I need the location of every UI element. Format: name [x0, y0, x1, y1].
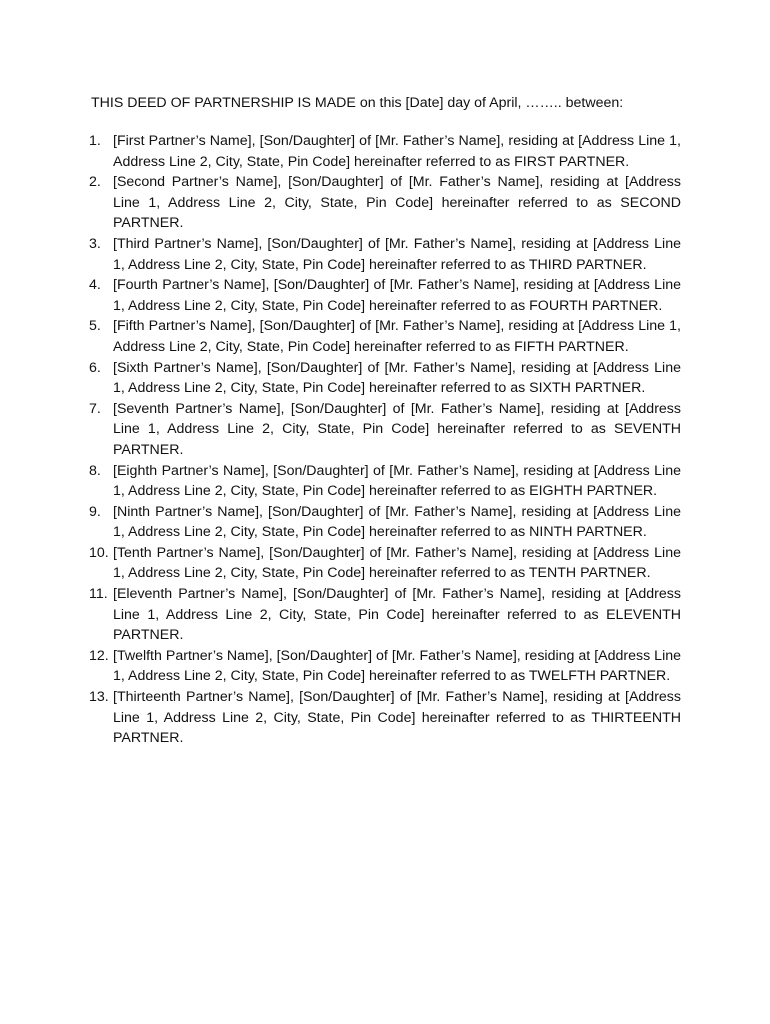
clause-text: [Second Partner’s Name], [Son/Daughter] of [Mr. Father’s Name], residing at [Address Line 1, Address Line 2, City, State, Pin Code] hereinafter referred to as SECOND PARTNER. [113, 174, 681, 232]
partner-clause-4 [89, 275, 681, 316]
clause-number: 4. [89, 277, 101, 294]
partner-clause-8 [89, 461, 681, 502]
partner-clause-2 [89, 172, 681, 234]
clause-text: [Tenth Partner’s Name], [Son/Daughter] of [Mr. Father’s Name], residing at [Address Line 1, Address Line 2, City, State, Pin Code] hereinafter referred to as TENTH PARTNER. [113, 544, 681, 582]
clause-text: [Eleventh Partner’s Name], [Son/Daughter] of [Mr. Father’s Name], residing at [Address Line 1, Address Line 2, City, State, Pin Code] hereinafter referred to as ELEVENTH PARTNER. [113, 586, 681, 644]
clause-text: [Fifth Partner’s Name], [Son/Daughter] of [Mr. Father’s Name], residing at [Address Line 1, Address Line 2, City, State, Pin Code] hereinafter referred to as FIFTH PARTNER. [113, 318, 681, 355]
partner-clause-13 [89, 687, 681, 749]
clause-text: [Thirteenth Partner’s Name], [Son/Daughter] of [Mr. Father’s Name], residing at [Address Line 1, Address Line 2, City, State, Pin Code] hereinafter referred to as THIRTEENTH PARTNER. [113, 689, 681, 747]
partner-clause-7 [89, 399, 681, 461]
clause-number: 1. [89, 133, 101, 149]
clause-number: 13. [89, 689, 109, 706]
clause-text: [Third Partner’s Name], [Son/Daughter] of [Mr. Father’s Name], residing at [Address Line 1, Address Line 2, City, State, Pin Code] hereinafter referred to as THIRD PARTNER. [113, 235, 681, 273]
deed-intro: THIS DEED OF PARTNERSHIP IS MADE on this [Date] day of April, …….. between: [91, 95, 624, 111]
partner-list [89, 131, 681, 749]
clause-number: 3. [89, 235, 101, 252]
clause-number: 6. [89, 359, 101, 376]
partner-clause-12 [89, 646, 681, 687]
clause-text: [Seventh Partner’s Name], [Son/Daughter] of [Mr. Father’s Name], residing at [Address Line 1, Address Line 2, City, State, Pin Code] hereinafter referred to as SEVENTH PARTNER. [113, 400, 681, 458]
clause-number: 8. [89, 462, 101, 479]
partner-clause-3 [89, 234, 681, 275]
clause-number: 10. [89, 544, 109, 561]
clause-number: 12. [89, 647, 109, 664]
partner-clause-10 [89, 543, 681, 584]
clause-text: [Twelfth Partner’s Name], [Son/Daughter] of [Mr. Father’s Name], residing at [Address Line 1, Address Line 2, City, State, Pin Code] hereinafter referred to as TWELFTH PARTNER. [113, 647, 681, 685]
clause-text: [First Partner’s Name], [Son/Daughter] of [Mr. Father’s Name], residing at [Address Line 1, Address Line 2, City, State, Pin Code] hereinafter referred to as FIRST PARTNER. [113, 133, 681, 170]
clause-number: 7. [89, 400, 101, 417]
clause-text: [Eighth Partner’s Name], [Son/Daughter] of [Mr. Father’s Name], residing at [Address Line 1, Address Line 2, City, State, Pin Code] hereinafter referred to as EIGHTH PARTNER. [113, 462, 681, 500]
clause-text: [Fourth Partner’s Name], [Son/Daughter] of [Mr. Father’s Name], residing at [Address Line 1, Address Line 2, City, State, Pin Code] hereinafter referred to as FOURTH PARTNER. [113, 277, 681, 314]
partner-clause-6 [89, 358, 681, 399]
clause-number: 2. [89, 174, 101, 191]
partner-clause-11 [89, 584, 681, 646]
partner-clause-1 [89, 131, 681, 172]
clause-number: 5. [89, 318, 101, 335]
clause-text: [Ninth Partner’s Name], [Son/Daughter] of [Mr. Father’s Name], residing at [Address Line 1, Address Line 2, City, State, Pin Code] hereinafter referred to as NINTH PARTNER. [113, 503, 681, 541]
partner-clause-9 [89, 502, 681, 543]
clause-number: 11. [89, 586, 108, 603]
partner-clause-5 [89, 316, 681, 357]
clause-number: 9. [89, 503, 101, 520]
clause-text: [Sixth Partner’s Name], [Son/Daughter] of [Mr. Father’s Name], residing at [Address Line 1, Address Line 2, City, State, Pin Code] hereinafter referred to as SIXTH PARTNER. [113, 359, 681, 397]
